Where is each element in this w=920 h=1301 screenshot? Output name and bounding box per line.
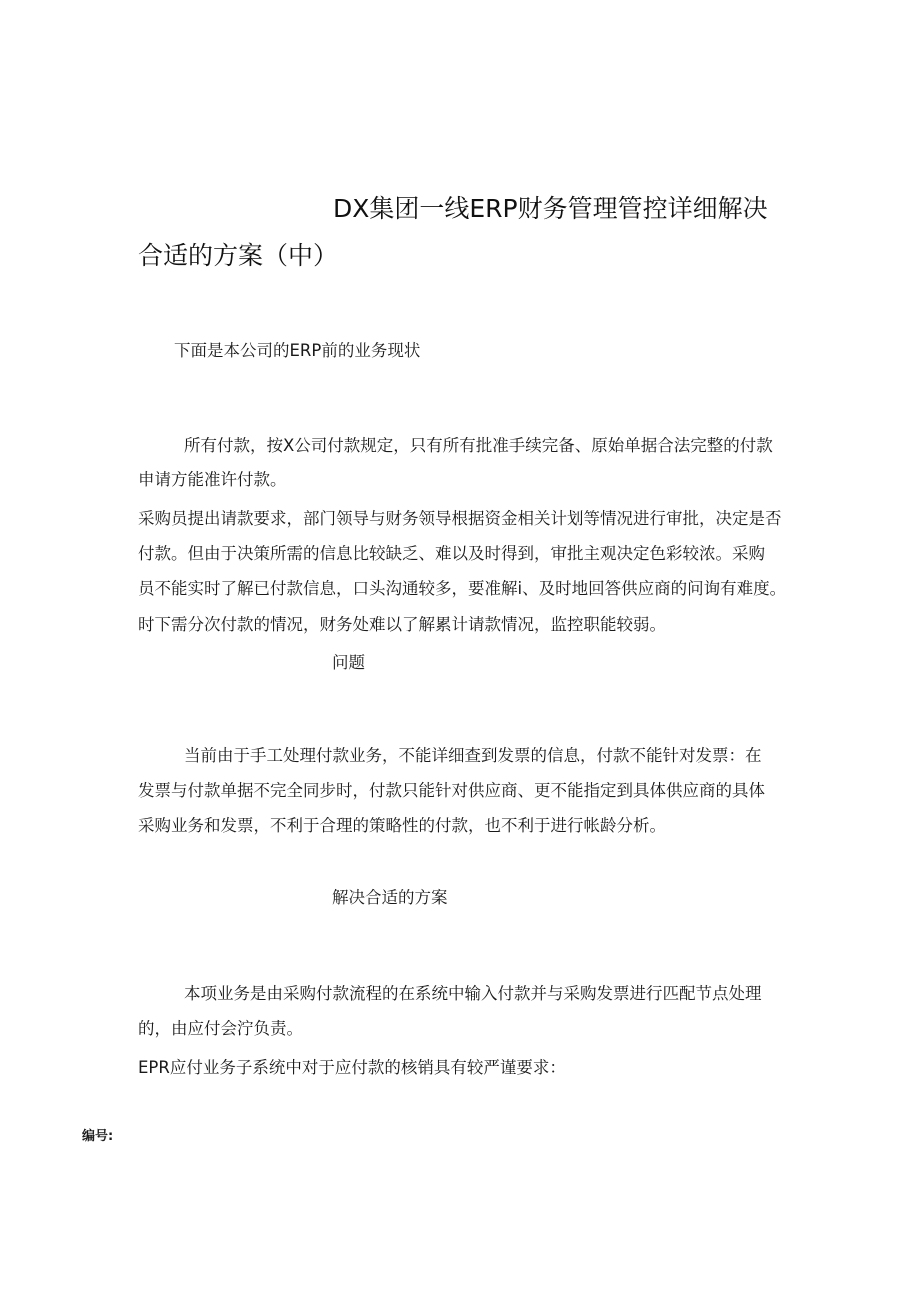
footer-number-label: 编号: xyxy=(82,1129,114,1144)
paragraph-2-line-1: 采购员提出请款要求，部门领导与财务领导根据资金相关计划等情况进行审批，决定是否 xyxy=(138,509,782,528)
document-title-line-1: DX集团一线ERP财务管理管控详细解决 xyxy=(333,194,768,223)
paragraph-4-line-1: 本项业务是由采购付款流程的在系统中输入付款并与采购发票进行匹配节点处理 xyxy=(184,984,762,1003)
paragraph-1-line-2: 申请方能准许付款。 xyxy=(138,470,287,489)
heading-solution: 解决合适的方案 xyxy=(332,888,448,907)
heading-problem: 问题 xyxy=(332,653,365,672)
paragraph-3-line-3: 采购业务和发票，不利于合理的策略性的付款，也不利于进行帐龄分析。 xyxy=(138,816,666,835)
paragraph-5: EPR应付业务子系统中对于应付款的核销具有较严谨要求： xyxy=(138,1058,566,1077)
intro-text: 下面是本公司的ERP前的业务现状 xyxy=(174,341,421,360)
paragraph-1-line-1: 所有付款，按X公司付款规定，只有所有批准手续完备、原始单据合法完整的付款 xyxy=(184,436,773,455)
paragraph-3-line-1: 当前由于手工处理付款业务，不能详细查到发票的信息，付款不能针对发票：在 xyxy=(184,746,762,765)
paragraph-2-line-4: 时下需分次付款的情况，财务处难以了解累计请款情况，监控职能较弱。 xyxy=(138,615,666,634)
paragraph-3-line-2: 发票与付款单据不完全同步时，付款只能针对供应商、更不能指定到具体供应商的具体 xyxy=(138,781,765,800)
paragraph-2-line-2: 付款。但由于决策所需的信息比较缺乏、难以及时得到，审批主观决定色彩较浓。采购 xyxy=(138,544,765,563)
document-title-line-2: 合适的方案（中） xyxy=(138,241,339,270)
paragraph-2-line-3: 员不能实时了解已付款信息，口头沟通较多，要准解i、及时地回答供应商的问询有难度。 xyxy=(138,579,787,598)
paragraph-4-line-2: 的，由应付会泞负责。 xyxy=(138,1019,303,1038)
